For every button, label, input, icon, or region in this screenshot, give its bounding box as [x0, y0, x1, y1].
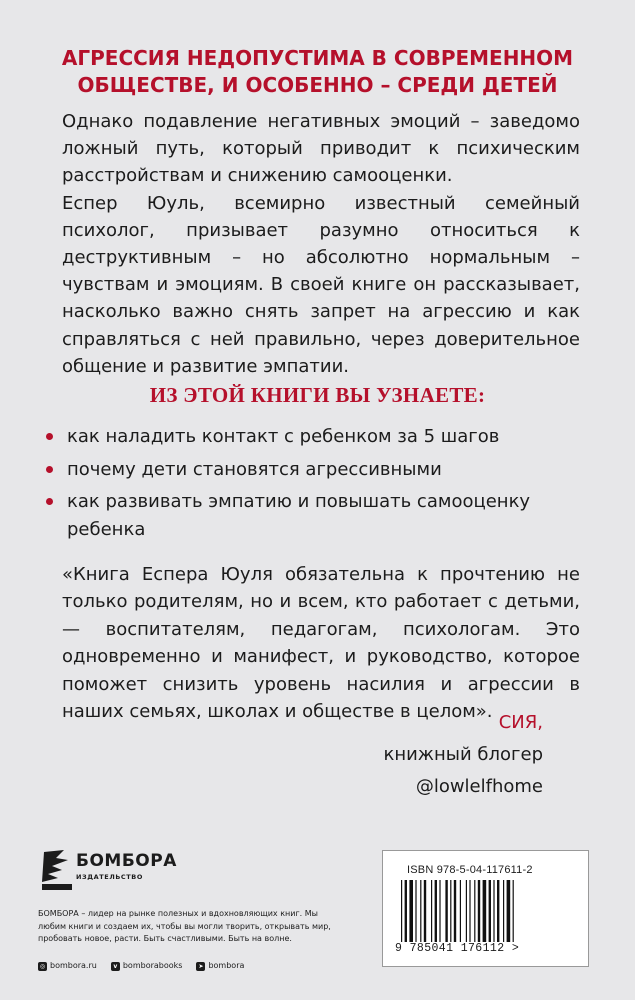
- telegram-icon: ➤: [198, 962, 204, 970]
- learn-list: [46, 423, 586, 548]
- intro-paragraph-1: Однако подавление негативных эмоций – заведомо ложный путь, который приводит к психическим расстройствам и снижению самооценки.: [62, 111, 580, 187]
- list-item-text: как развивать эмпатию и повышать самооценку ребенка: [67, 491, 531, 540]
- publisher-logo-name: БОМБОРА: [76, 851, 177, 871]
- bullet-dot-icon: [46, 433, 53, 440]
- list-item: [46, 456, 586, 483]
- barcode-digits: 9 785041 176112 >: [395, 942, 520, 955]
- social-label: bombora: [208, 961, 245, 970]
- list-item-text: как наладить контакт с ребенком за 5 шагов: [67, 426, 500, 447]
- learn-section-title: ИЗ ЭТОЙ КНИГИ ВЫ УЗНАЕТЕ:: [149, 383, 486, 407]
- barcode-icon: [399, 880, 539, 942]
- author-role: книжный блогер: [383, 744, 543, 765]
- isbn-label: ISBN 978-5-04-117611-2: [407, 864, 533, 876]
- list-item: [46, 488, 586, 542]
- intro-paragraph-2: Еспер Юуль, всемирно известный семейный психолог, призывает разумно относиться к деструктивным – но абсолютно нормальным – чувствам и эмоциям. В своей книге он рассказывает, насколько важно снять запрет на агрессию и как справляться с ней правильно, через доверительное общение и развитие эмпатии.: [62, 192, 580, 377]
- list-item: [46, 423, 586, 450]
- quote-author: [383, 707, 543, 803]
- headline: АГРЕССИЯ НЕДОПУСТИМА В СОВРЕМЕННОМ ОБЩЕСТВЕ, И ОСОБЕННО – СРЕДИ ДЕТЕЙ: [61, 46, 574, 97]
- social-label: bomborabooks: [122, 961, 183, 970]
- publisher-logo-sub: ИЗДАТЕЛЬСТВО: [76, 873, 143, 881]
- vk-icon: v: [111, 962, 120, 971]
- social-links: [38, 960, 244, 972]
- publisher-description: БОМБОРА – лидер на рынке полезных и вдохновляющих книг. Мы любим книги и создаем их, чтобы вы могли творить, открывать мир, пробовать новое, расти. Быть счастливыми. Быть на волне.: [38, 909, 331, 943]
- list-item-text: почему дети становятся агрессивными: [67, 458, 442, 480]
- social-label: bombora.ru: [50, 961, 97, 970]
- bullet-dot-icon: [46, 466, 53, 473]
- social-link-vk[interactable]: [111, 960, 183, 972]
- bullet-dot-icon: [46, 498, 53, 505]
- author-handle: @lowlelfhome: [415, 776, 543, 797]
- social-link-site[interactable]: [38, 960, 97, 972]
- intro-text: [62, 108, 580, 380]
- author-name: СИЯ,: [498, 712, 543, 733]
- social-link-telegram[interactable]: [196, 960, 244, 972]
- review-quote: «Книга Еспера Юуля обязательна к прочтению не только родителям, но и всем, кто работает с детьми, — воспитателям, педагогам, психологам. Это одновременно и манифест, и руководство, которое поможет снизить уровень насилия и агрессии в наших семьях, школах и обществе в целом».: [62, 564, 580, 723]
- instagram-icon: ◎: [39, 962, 46, 970]
